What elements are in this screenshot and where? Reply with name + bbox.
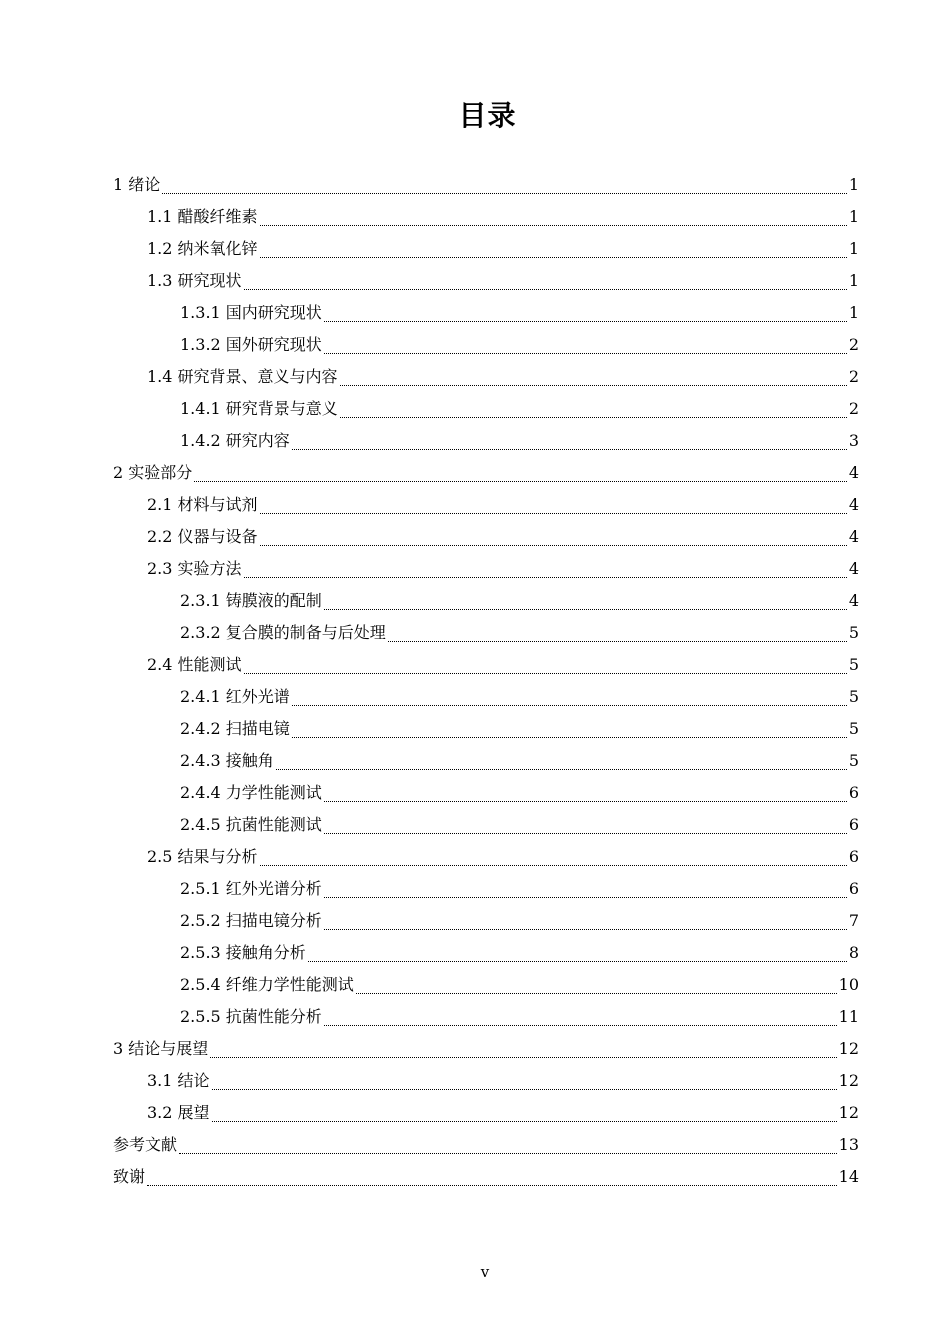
toc-entry-page-number: 5 xyxy=(848,623,859,642)
toc-entry[interactable] xyxy=(0,425,950,457)
page-title: 目录 xyxy=(458,99,517,132)
toc-entry-page-number: 1 xyxy=(848,303,859,322)
toc-dot-leader xyxy=(244,565,847,578)
toc-entry-label: 2.4.5 抗菌性能测试 xyxy=(180,815,322,834)
toc-dot-leader xyxy=(340,405,847,418)
toc-entry-label: 2.3 实验方法 xyxy=(147,559,242,578)
toc-entry-page-number: 6 xyxy=(848,783,859,802)
toc-dot-leader xyxy=(260,853,847,866)
toc-entry-label: 3.2 展望 xyxy=(147,1103,210,1122)
toc-entry-page-number: 2 xyxy=(848,399,859,418)
toc-entry-page-number: 7 xyxy=(848,911,859,930)
toc-entry[interactable] xyxy=(0,649,950,681)
toc-entry[interactable] xyxy=(0,937,950,969)
toc-entry[interactable] xyxy=(0,585,950,617)
toc-entry-page-number: 1 xyxy=(848,239,859,258)
toc-entry[interactable] xyxy=(0,1097,950,1129)
toc-entry-page-number: 1 xyxy=(848,207,859,226)
toc-dot-leader xyxy=(324,885,847,898)
toc-entry-label: 1 绪论 xyxy=(113,175,161,194)
toc-entry[interactable] xyxy=(0,1033,950,1065)
toc-entry-label: 1.3.2 国外研究现状 xyxy=(180,335,322,354)
toc-dot-leader xyxy=(324,309,847,322)
toc-dot-leader xyxy=(324,917,847,930)
toc-dot-leader xyxy=(194,469,847,482)
toc-entry-label: 1.3 研究现状 xyxy=(147,271,242,290)
toc-dot-leader xyxy=(340,373,847,386)
toc-dot-leader xyxy=(260,501,847,514)
toc-dot-leader xyxy=(260,245,847,258)
toc-entry-label: 2.2 仪器与设备 xyxy=(147,527,258,546)
toc-entry[interactable] xyxy=(0,809,950,841)
toc-entry-label: 2.4.4 力学性能测试 xyxy=(180,783,322,802)
toc-entry-page-number: 5 xyxy=(848,687,859,706)
toc-entry-label: 3 结论与展望 xyxy=(113,1039,209,1058)
toc-entry-label: 2.1 材料与试剂 xyxy=(147,495,258,514)
toc-entry-page-number: 10 xyxy=(838,975,859,994)
toc-entry-page-number: 2 xyxy=(848,335,859,354)
page-number: v xyxy=(480,1263,490,1281)
toc-entry-page-number: 13 xyxy=(838,1135,859,1154)
toc-dot-leader xyxy=(260,533,847,546)
toc-entry-page-number: 8 xyxy=(848,943,859,962)
toc-entry-label: 3.1 结论 xyxy=(147,1071,210,1090)
toc-entry-label: 2.5.5 抗菌性能分析 xyxy=(180,1007,322,1026)
toc-dot-leader xyxy=(388,629,847,642)
toc-entry[interactable] xyxy=(0,297,950,329)
toc-entry-label: 2.4.3 接触角 xyxy=(180,751,274,770)
toc-entry[interactable] xyxy=(0,489,950,521)
toc-dot-leader xyxy=(292,693,847,706)
toc-dot-leader xyxy=(212,1109,837,1122)
toc-entry[interactable] xyxy=(0,745,950,777)
toc-entry-page-number: 3 xyxy=(848,431,859,450)
toc-entry-page-number: 1 xyxy=(848,271,859,290)
toc-entry-page-number: 12 xyxy=(838,1071,859,1090)
toc-entry[interactable] xyxy=(0,329,950,361)
toc-entry-label: 1.4 研究背景、意义与内容 xyxy=(147,367,338,386)
toc-dot-leader xyxy=(324,789,847,802)
toc-dot-leader xyxy=(324,1013,837,1026)
table-of-contents xyxy=(0,169,950,1193)
toc-dot-leader xyxy=(292,437,847,450)
toc-entry-label: 2 实验部分 xyxy=(113,463,193,482)
toc-dot-leader xyxy=(179,1141,837,1154)
toc-entry[interactable] xyxy=(0,969,950,1001)
toc-entry[interactable] xyxy=(0,1129,950,1161)
toc-dot-leader xyxy=(356,981,837,994)
toc-entry[interactable] xyxy=(0,777,950,809)
toc-entry[interactable] xyxy=(0,457,950,489)
toc-entry-label: 2.4 性能测试 xyxy=(147,655,242,674)
toc-entry-page-number: 4 xyxy=(848,495,859,514)
toc-entry-label: 2.5.2 扫描电镜分析 xyxy=(180,911,322,930)
toc-entry-label: 1.2 纳米氧化锌 xyxy=(147,239,258,258)
toc-entry[interactable] xyxy=(0,393,950,425)
toc-dot-leader xyxy=(162,181,847,194)
toc-entry-label: 2.4.2 扫描电镜 xyxy=(180,719,290,738)
toc-dot-leader xyxy=(292,725,847,738)
toc-entry-page-number: 12 xyxy=(838,1103,859,1122)
toc-entry-label: 1.4.1 研究背景与意义 xyxy=(180,399,338,418)
toc-entry-page-number: 4 xyxy=(848,527,859,546)
toc-entry[interactable] xyxy=(0,169,950,201)
toc-dot-leader xyxy=(244,277,847,290)
toc-entry[interactable] xyxy=(0,841,950,873)
toc-entry-page-number: 2 xyxy=(848,367,859,386)
toc-dot-leader xyxy=(260,213,847,226)
toc-entry[interactable] xyxy=(0,905,950,937)
toc-entry[interactable] xyxy=(0,1065,950,1097)
toc-entry-label: 2.4.1 红外光谱 xyxy=(180,687,290,706)
toc-entry-label: 1.3.1 国内研究现状 xyxy=(180,303,322,322)
toc-entry-label: 2.3.2 复合膜的制备与后处理 xyxy=(180,623,386,642)
toc-entry-page-number: 5 xyxy=(848,655,859,674)
toc-entry-page-number: 12 xyxy=(838,1039,859,1058)
toc-entry-page-number: 1 xyxy=(848,175,859,194)
toc-entry[interactable] xyxy=(0,265,950,297)
toc-dot-leader xyxy=(324,341,847,354)
toc-entry-label: 2.5 结果与分析 xyxy=(147,847,258,866)
toc-entry[interactable] xyxy=(0,361,950,393)
toc-entry-label: 2.5.3 接触角分析 xyxy=(180,943,306,962)
toc-entry-label: 2.5.1 红外光谱分析 xyxy=(180,879,322,898)
toc-entry-page-number: 5 xyxy=(848,751,859,770)
toc-entry[interactable] xyxy=(0,1161,950,1193)
toc-entry-page-number: 14 xyxy=(838,1167,859,1186)
toc-entry-page-number: 4 xyxy=(848,559,859,578)
toc-entry-label: 2.5.4 纤维力学性能测试 xyxy=(180,975,354,994)
toc-entry[interactable] xyxy=(0,1001,950,1033)
toc-entry-page-number: 11 xyxy=(838,1007,859,1026)
toc-entry-label: 1.1 醋酸纤维素 xyxy=(147,207,258,226)
toc-dot-leader xyxy=(212,1077,837,1090)
toc-dot-leader xyxy=(276,757,847,770)
toc-entry[interactable] xyxy=(0,873,950,905)
toc-entry[interactable] xyxy=(0,553,950,585)
toc-dot-leader xyxy=(147,1173,837,1186)
toc-dot-leader xyxy=(244,661,847,674)
toc-entry[interactable] xyxy=(0,681,950,713)
toc-entry[interactable] xyxy=(0,521,950,553)
toc-entry[interactable] xyxy=(0,617,950,649)
toc-entry-label: 1.4.2 研究内容 xyxy=(180,431,290,450)
toc-entry-label: 致谢 xyxy=(113,1167,146,1186)
toc-entry-label: 2.3.1 铸膜液的配制 xyxy=(180,591,322,610)
toc-entry-page-number: 4 xyxy=(848,591,859,610)
toc-entry-page-number: 6 xyxy=(848,879,859,898)
toc-dot-leader xyxy=(324,821,847,834)
toc-entry-label: 参考文献 xyxy=(113,1135,178,1154)
toc-entry-page-number: 4 xyxy=(848,463,859,482)
toc-entry-page-number: 6 xyxy=(848,847,859,866)
toc-entry[interactable] xyxy=(0,233,950,265)
toc-entry[interactable] xyxy=(0,713,950,745)
toc-entry-page-number: 6 xyxy=(848,815,859,834)
toc-dot-leader xyxy=(324,597,847,610)
toc-entry[interactable] xyxy=(0,201,950,233)
toc-dot-leader xyxy=(210,1045,836,1058)
toc-entry-page-number: 5 xyxy=(848,719,859,738)
toc-dot-leader xyxy=(308,949,847,962)
